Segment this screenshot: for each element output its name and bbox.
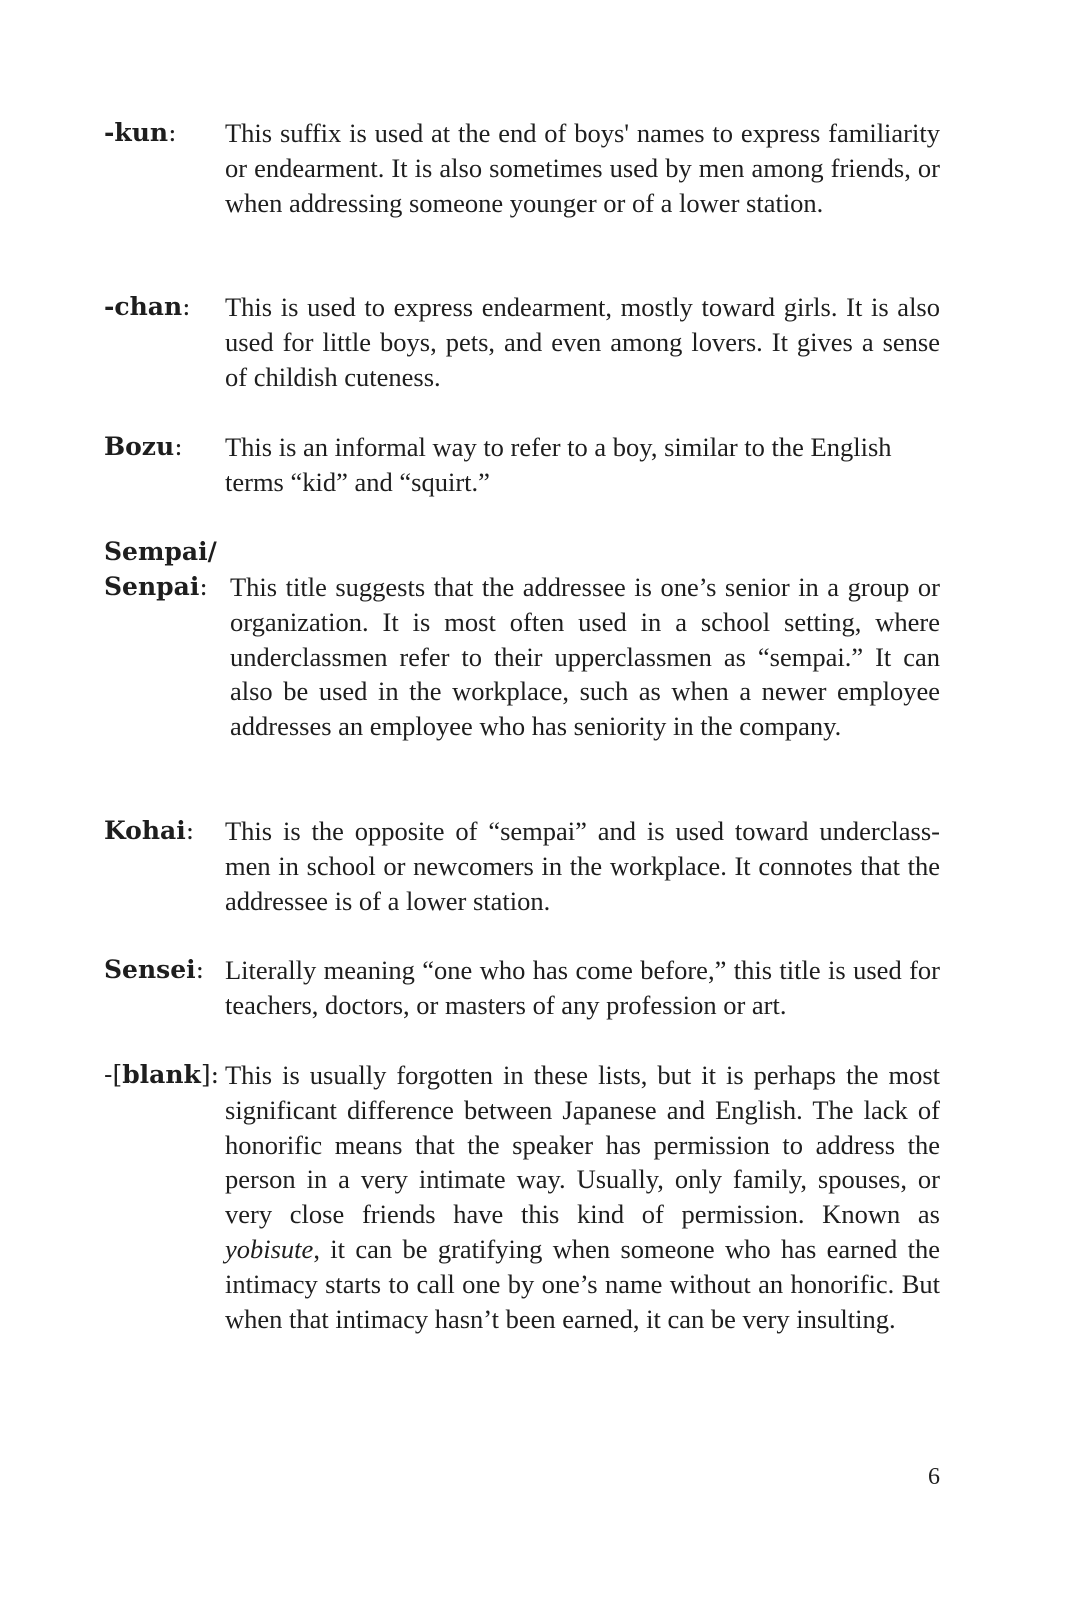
term-definition: This is an informal way to refer to a boy, similar to the English terms “kid” and “squirt.”	[225, 432, 892, 497]
term-label	[104, 953, 204, 988]
term-colon: :	[168, 118, 177, 147]
term-label	[104, 290, 191, 325]
definition-text: , it can be gratifying when someone who has earned the intimacy starts to call one by one’s name without an honorific. But when that intimacy hasn’t been earned, it can be very insulting.	[225, 1233, 940, 1334]
term-colon: :	[182, 292, 191, 321]
term-colon: :	[195, 955, 205, 984]
term-definition: Literally meaning “one who has come before,” this title is used for teachers, doctors, or masters of any profession or art.	[225, 955, 940, 1020]
term-text: Sensei	[104, 955, 196, 984]
term-text: Sempai/	[104, 537, 217, 566]
term-prefix: -[	[104, 1060, 123, 1089]
definition-text: This is usually forgotten in these lists, but it is perhaps the most significant difference between Japanese and English. The lack of honorific means that the speaker has permission to address the person in a very intimate way. Usually, only family, spouses, or very close friends have this kind of permission. Known as	[225, 1060, 940, 1230]
term-label-line1	[104, 535, 217, 570]
term-text: Bozu	[104, 432, 175, 461]
term-definition: This is the opposite of “sempai” and is used toward underclass-men in school or newcomers in the workplace. It connotes that the addressee is of a lower station.	[225, 816, 940, 916]
term-label-line2	[104, 570, 208, 605]
term-label	[104, 116, 177, 151]
term-label	[104, 814, 194, 849]
term-colon: :	[185, 816, 195, 845]
term-suffix: ]	[200, 1060, 211, 1089]
term-colon: :	[199, 572, 208, 601]
term-label	[104, 430, 183, 465]
term-definition	[225, 1058, 940, 1336]
term-text: -kun	[104, 118, 169, 147]
term-colon: :	[210, 1060, 220, 1089]
term-definition: This title suggests that the addressee is one’s senior in a group or organization. It is most often used in a school setting, where underclassmen refer to their upperclassmen as “sempai.” It can also be used in the workplace, such as when a newer employee addresses an employee who has seniority in the company.	[230, 572, 940, 742]
term-text: Senpai	[104, 572, 200, 601]
definition-italic-term: yobisute	[225, 1233, 314, 1264]
term-text: Kohai	[104, 816, 186, 845]
term-text: blank	[122, 1060, 201, 1089]
term-label	[104, 1058, 219, 1093]
term-definition: This suffix is used at the end of boys' names to express familiarity or endearment. It is also sometimes used by men among friends, or when addressing someone younger or of a lower station.	[225, 118, 940, 218]
term-colon: :	[174, 432, 183, 461]
term-text: -chan	[104, 292, 183, 321]
page-number: 6	[928, 1464, 940, 1490]
term-definition: This is used to express endearment, mostly toward girls. It is also used for little boys, pets, and even among lovers. It gives a sense of childish cuteness.	[225, 292, 940, 392]
